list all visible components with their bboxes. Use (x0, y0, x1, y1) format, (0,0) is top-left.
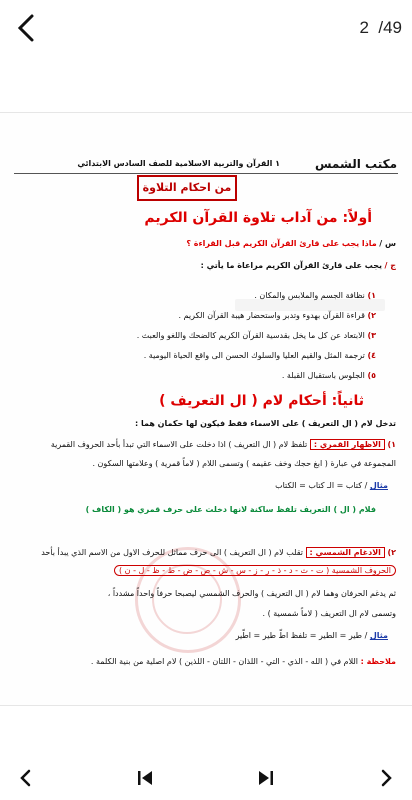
note-text: اللام في ( الله - الذي - التي - اللذان - اللتان - اللذين ) لام اصلية من بنية الكلمة . (90, 657, 359, 666)
list-item (254, 291, 376, 300)
skip-first-icon[interactable] (133, 766, 157, 790)
header-school-name: مكتب الشمس (314, 157, 397, 171)
section2-intro: تدخل لام ( ال التعريف ) على الاسماء فقط فيكون لها حكمان هما : (134, 419, 396, 428)
note-line (91, 657, 396, 666)
list-item-number: ٥) (367, 371, 376, 380)
back-chevron-icon[interactable] (12, 12, 40, 44)
answer-text: يجب على قارئ القرآن الكريم مراعاة ما يأتي : (200, 261, 382, 270)
current-page: 2 (359, 18, 369, 37)
header-subject: ١ القرآن والتربية الاسلامية للصف السادس الابتدائي (77, 159, 280, 168)
school-stamp (135, 547, 241, 653)
note-label: ملاحظة : (360, 657, 396, 666)
question-text: ماذا يجب على قارئ القرآن الكريم قبل القراءة ؟ (186, 239, 377, 248)
top-bar (0, 0, 412, 60)
list-item-number: ٤) (367, 351, 376, 360)
list-item-number: ١) (367, 291, 376, 300)
faded-background-text (235, 299, 385, 311)
example1-text: / كتاب = الـ كتاب = الكتاب (275, 481, 368, 490)
list-item (137, 331, 376, 340)
list-item-text: الابتعاد عن كل ما يخل بقدسية القرآن الكريم كالضحك واللغو والعبث . (136, 331, 365, 340)
question-line (186, 239, 396, 248)
answer-label: ج / (384, 261, 396, 270)
example2-line (236, 631, 388, 640)
example1-line (275, 481, 388, 490)
list-item-number: ٢) (367, 311, 376, 320)
izhar-label: الاظهار القمري : (310, 439, 385, 450)
section2-title: ثانياً: أحكام لام ( ال التعريف ) (159, 393, 364, 409)
list-item-text: ترجمة المثل والقيم العليا والسلوك الحسن الى واقع الحياة اليومية . (143, 351, 365, 360)
shamsi-letters: الحروف الشمسية ( ت - ث - د - ذ - ر - ز - س - ش - ص - ض - ط - ظ - ل - ن ) (114, 565, 396, 576)
izhar-text: تلفظ لام ( ال التعريف ) اذا دخلت على الاسماء التي تبدأ بأحد الحروف القمرية (50, 440, 308, 449)
list-item (282, 371, 376, 380)
list-item-text: الجلوس باستقبال القبلة . (281, 371, 365, 380)
page-title: من احكام التلاوة (137, 175, 237, 201)
idgham-text: تقلب لام ( ال التعريف ) الى حرف مماثل للحرف الاول من الاسم الذي يبدأ بأحد (41, 548, 303, 557)
chevron-right-icon[interactable] (374, 766, 398, 790)
page-indicator (359, 18, 402, 38)
list-item (179, 311, 376, 320)
list-item-text: نظافة الجسم والملابس والمكان . (254, 291, 365, 300)
list-item-number: ٣) (367, 331, 376, 340)
example2-text: / طير = الطير = تلفظ اطّ طير = اطّير (235, 631, 368, 640)
example1-note: فلام ( ال ) التعريف تلفظ ساكنة لانها دخلت على حرف قمري هو ( الكاف ) (85, 505, 376, 514)
skip-last-icon[interactable] (254, 766, 278, 790)
bottom-nav-bar (0, 760, 412, 800)
total-pages: /49 (378, 18, 402, 37)
izhar-number: ١) (387, 440, 396, 449)
example1-label: مثال (369, 481, 388, 490)
izhar-text-2: المجموعة في عبارة ( ابغ حجك وخف عقيمه ) وتسمى اللام ( لاماً قمرية ) وعلامتها السكون . (92, 459, 396, 468)
idgham-label: الادغام الشمسي : (306, 547, 385, 558)
idgham-number: ٢) (387, 548, 396, 557)
list-item (144, 351, 376, 360)
document-page (0, 112, 412, 706)
idgham-line (41, 547, 396, 558)
answer-line (201, 261, 396, 270)
idgham-text-2 (114, 565, 396, 576)
list-item-text: قراءة القرآن بهدوء وتدبر واستحضار هيبة القرآن الكريم . (178, 311, 365, 320)
izhar-line (51, 439, 396, 450)
idgham-text-4: وتسمى لام ال التعريف ( لاماً شمسية ) . (262, 609, 396, 618)
chevron-left-icon[interactable] (14, 766, 38, 790)
section1-title: أولاً: من آداب تلاوة القرآن الكريم (144, 210, 372, 226)
header-divider (14, 173, 398, 174)
question-label: س / (379, 239, 396, 248)
example2-label: مثال (369, 631, 388, 640)
idgham-text-3: ثم يدغم الحرفان وهما لام ( ال التعريف ) والحرف الشمسي ليصبحا حرفاً واحداً مشدداً ، (107, 589, 396, 598)
